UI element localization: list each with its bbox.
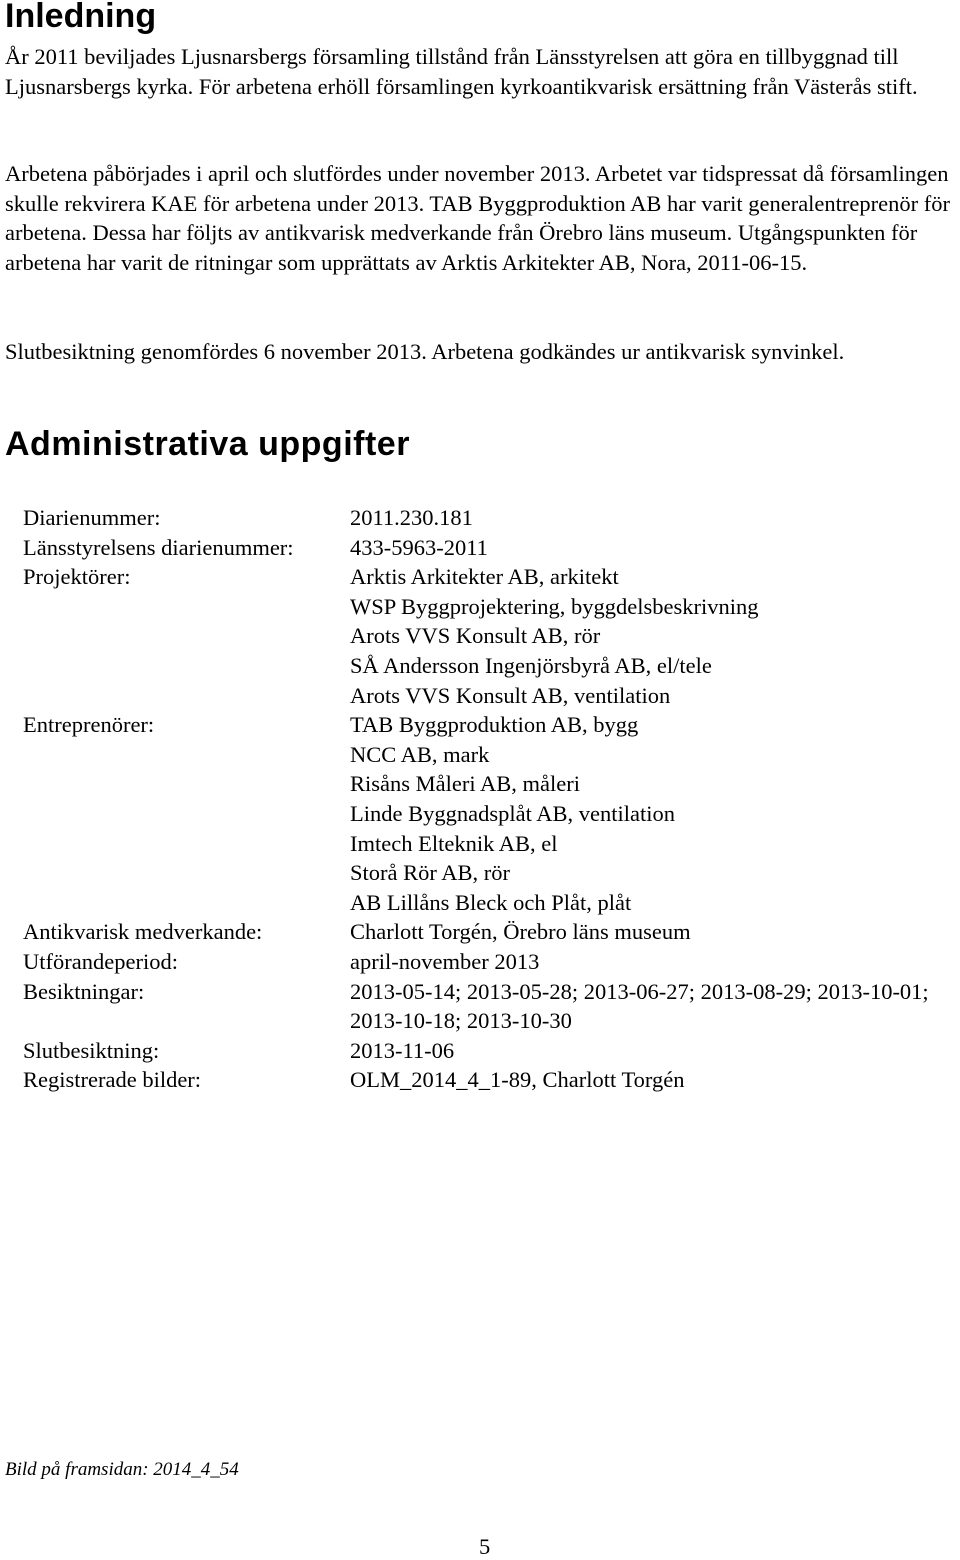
admin-row-utforandeperiod	[23, 947, 950, 977]
admin-label: Utförandeperiod:	[23, 948, 178, 974]
admin-row-projektorer	[23, 562, 950, 710]
admin-value-line: april-november 2013	[350, 948, 540, 974]
admin-value	[350, 533, 950, 563]
admin-value-line: Imtech Elteknik AB, el	[350, 830, 558, 856]
admin-value-line: 2011.230.181	[350, 505, 473, 530]
admin-row-slutbesiktning	[23, 1036, 950, 1066]
admin-value-line: AB Lillåns Bleck och Plåt, plåt	[350, 889, 632, 915]
admin-value-line: Charlott Torgén, Örebro läns museum	[350, 919, 691, 945]
admin-value-line: 2013-05-14; 2013-05-28; 2013-06-27; 2013-08-29; 2013-10-01; 2013-10-18; 2013-10-30	[350, 978, 929, 1034]
admin-label: Slutbesiktning:	[23, 1037, 160, 1063]
admin-row-lansstyrelsen-diarienummer	[23, 533, 950, 563]
admin-label: Diarienummer:	[23, 505, 161, 530]
admin-value-line: Linde Byggnadsplåt AB, ventilation	[350, 800, 675, 826]
intro-paragraph-3: Slutbesiktning genomfördes 6 november 2013. Arbetena godkändes ur antikvarisk synvinkel.	[5, 339, 845, 364]
admin-label: Antikvarisk medverkande:	[23, 919, 263, 945]
admin-label: Entreprenörer:	[23, 712, 155, 738]
admin-value-line: Arots VVS Konsult AB, rör	[350, 623, 601, 649]
admin-value-line: Arktis Arkitekter AB, arkitekt	[350, 564, 619, 590]
admin-row-besiktningar	[23, 977, 950, 1036]
admin-label: Länsstyrelsens diarienummer:	[23, 534, 294, 560]
admin-value-line: SÅ Andersson Ingenjörsbyrå AB, el/tele	[350, 652, 712, 678]
admin-value	[350, 710, 950, 917]
admin-value	[350, 503, 950, 533]
admin-value	[350, 977, 950, 1036]
intro-paragraph-1: År 2011 beviljades Ljusnarsbergs församling tillstånd från Länsstyrelsen att göra en tillbyggnad till Ljusnarsbergs kyrka. För arbetena erhöll församlingen kyrkoantikvarisk ersättning från Västerås stift.	[5, 44, 918, 99]
admin-value	[350, 947, 950, 977]
admin-label: Projektörer:	[23, 564, 131, 590]
admin-value-line: Storå Rör AB, rör	[350, 860, 510, 886]
admin-heading: Administrativa uppgifter	[5, 425, 410, 463]
admin-row-antikvarisk-medverkande	[23, 917, 950, 947]
intro-paragraph-2: Arbetena påbörjades i april och slutfördes under november 2013. Arbetet var tidspressat då församlingen skulle rekvirera KAE för arbetena under 2013. TAB Byggproduktion AB har varit generalentreprenör för arbetena. Dessa har följts av antikvarisk medverkande från Örebro läns museum. Utgångspunkten för arbetena har varit de ritningar som upprättats av Arktis Arkitekter AB, Nora, 2011-06-15.	[5, 161, 950, 275]
admin-row-diarienummer	[23, 503, 950, 533]
admin-value-line: 433-5963-2011	[350, 534, 488, 560]
admin-row-registrerade-bilder	[23, 1065, 950, 1095]
admin-value	[350, 917, 950, 947]
admin-value-line: NCC AB, mark	[350, 741, 490, 767]
intro-heading: Inledning	[5, 0, 157, 35]
admin-value-line: TAB Byggproduktion AB, bygg	[350, 712, 639, 738]
admin-row-entreprenorer	[23, 710, 950, 917]
admin-value	[350, 562, 950, 710]
cover-image-caption: Bild på framsidan: 2014_4_54	[5, 1459, 239, 1480]
admin-value-line: Risåns Måleri AB, måleri	[350, 771, 580, 797]
admin-details-table	[23, 503, 950, 1095]
admin-value	[350, 1036, 950, 1066]
admin-value-line: OLM_2014_4_1-89, Charlott Torgén	[350, 1067, 685, 1093]
page-number: 5	[479, 1534, 491, 1559]
admin-label: Registrerade bilder:	[23, 1067, 202, 1093]
admin-label: Besiktningar:	[23, 978, 145, 1004]
admin-value-line: Arots VVS Konsult AB, ventilation	[350, 682, 671, 708]
admin-value-line: 2013-11-06	[350, 1037, 455, 1063]
admin-value	[350, 1065, 950, 1095]
admin-value-line: WSP Byggprojektering, byggdelsbeskrivning	[350, 593, 759, 619]
